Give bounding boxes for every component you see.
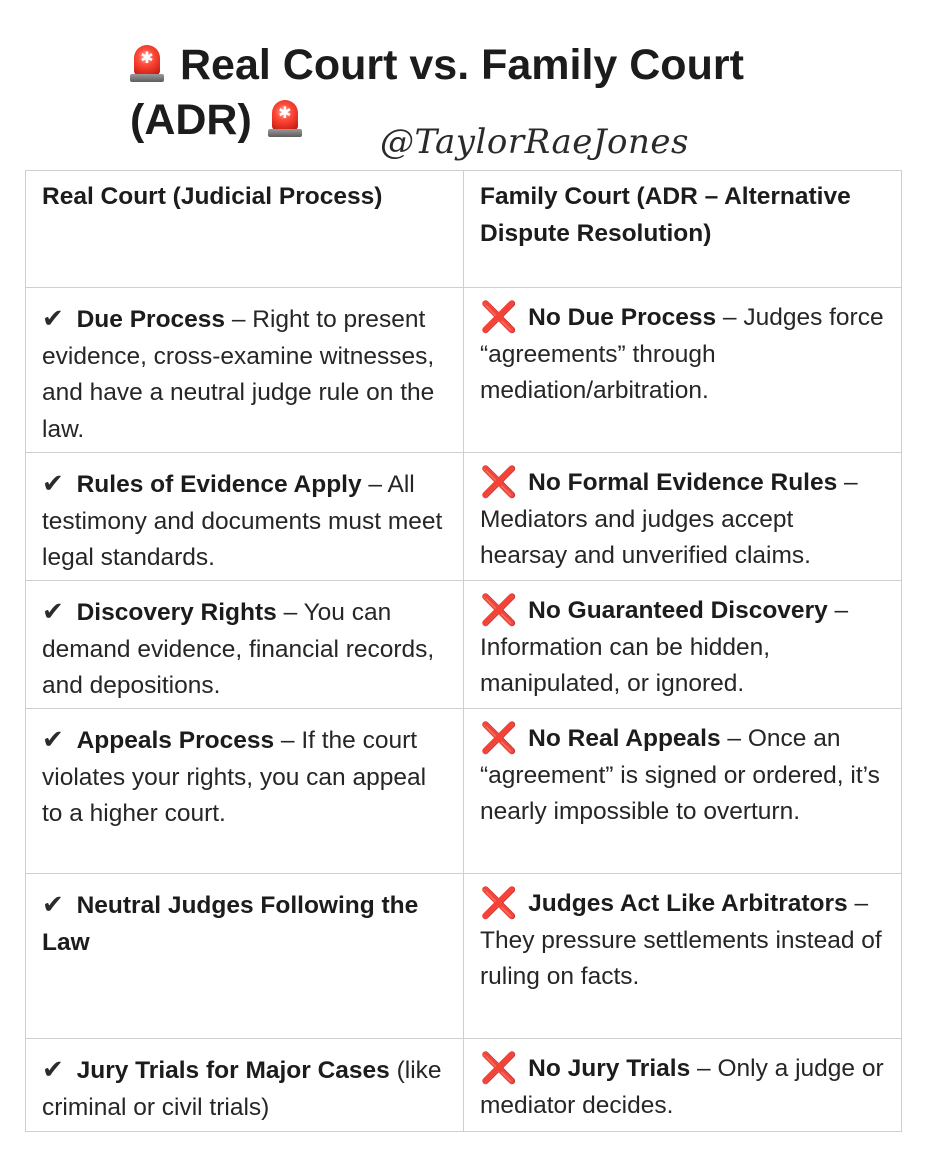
point-text: (like criminal or civil trials) bbox=[42, 1057, 442, 1121]
point-title: Neutral Judges Following the Law bbox=[42, 892, 419, 956]
family-court-cell bbox=[464, 1039, 902, 1132]
check-mark-icon: ✔ bbox=[42, 724, 64, 754]
cross-mark-icon: ❌ bbox=[480, 465, 518, 500]
family-court-cell bbox=[464, 288, 902, 453]
point-title: No Guaranteed Discovery bbox=[528, 597, 828, 624]
point-text: – They pressure settlements instead of ruling on facts. bbox=[480, 890, 882, 990]
check-mark-icon: ✔ bbox=[42, 889, 64, 919]
point-title: Discovery Rights bbox=[76, 599, 277, 626]
table-row bbox=[26, 453, 902, 581]
cross-mark-icon: ❌ bbox=[480, 721, 518, 756]
table-row bbox=[26, 1039, 902, 1132]
point-title: Appeals Process bbox=[76, 727, 275, 754]
family-court-cell bbox=[464, 581, 902, 709]
point-text: – All testimony and documents must meet legal standards. bbox=[42, 471, 443, 571]
police-siren-icon: ✱ bbox=[130, 43, 164, 83]
table-row bbox=[26, 709, 902, 874]
check-mark-icon: ✔ bbox=[42, 1054, 64, 1084]
point-title: Jury Trials for Major Cases bbox=[76, 1057, 390, 1084]
table-row bbox=[26, 581, 902, 709]
title-line-2: (ADR) bbox=[130, 96, 252, 144]
point-text: – Right to present evidence, cross-examine witnesses, and have a neutral judge rule on the law. bbox=[42, 306, 435, 443]
real-court-cell bbox=[26, 453, 464, 581]
point-title: No Formal Evidence Rules bbox=[528, 469, 838, 496]
point-text: – You can demand evidence, financial records, and depositions. bbox=[42, 599, 435, 699]
comparison-table bbox=[25, 170, 902, 1132]
police-siren-icon: ✱ bbox=[268, 98, 302, 138]
family-court-cell bbox=[464, 874, 902, 1039]
table-header-row bbox=[26, 171, 902, 288]
title-line-1: Real Court vs. Family Court bbox=[180, 41, 744, 89]
family-court-cell bbox=[464, 453, 902, 581]
real-court-cell bbox=[26, 288, 464, 453]
point-text: – Mediators and judges accept hearsay and unverified claims. bbox=[480, 469, 858, 569]
check-mark-icon: ✔ bbox=[42, 468, 64, 498]
point-text: – Judges force “agreements” through mediation/arbitration. bbox=[480, 304, 884, 404]
check-mark-icon: ✔ bbox=[42, 596, 64, 626]
point-title: Due Process bbox=[76, 306, 226, 333]
real-court-cell bbox=[26, 709, 464, 874]
header-family-court: Family Court (ADR – Alternative Dispute Resolution) bbox=[464, 171, 902, 288]
cross-mark-icon: ❌ bbox=[480, 886, 518, 921]
real-court-cell bbox=[26, 1039, 464, 1132]
table-row bbox=[26, 288, 902, 453]
point-text: – If the court violates your rights, you can appeal to a higher court. bbox=[42, 727, 427, 827]
cross-mark-icon: ❌ bbox=[480, 300, 518, 335]
real-court-cell bbox=[26, 581, 464, 709]
point-text: – Only a judge or mediator decides. bbox=[480, 1055, 884, 1119]
header-real-court: Real Court (Judicial Process) bbox=[26, 171, 464, 288]
point-title: No Due Process bbox=[528, 304, 717, 331]
real-court-cell bbox=[26, 874, 464, 1039]
check-mark-icon: ✔ bbox=[42, 303, 64, 333]
cross-mark-icon: ❌ bbox=[480, 593, 518, 628]
family-court-cell bbox=[464, 709, 902, 874]
table-row bbox=[26, 874, 902, 1039]
point-title: Rules of Evidence Apply bbox=[76, 471, 362, 498]
point-title: Judges Act Like Arbitrators bbox=[528, 890, 848, 917]
point-title: No Jury Trials bbox=[528, 1055, 691, 1082]
author-handle: @TaylorRaeJones bbox=[380, 122, 689, 162]
point-text: – Information can be hidden, manipulated, or ignored. bbox=[480, 597, 849, 697]
cross-mark-icon: ❌ bbox=[480, 1051, 518, 1086]
point-text: – Once an “agreement” is signed or ordered, it’s nearly impossible to overturn. bbox=[480, 725, 880, 825]
point-title: No Real Appeals bbox=[528, 725, 721, 752]
